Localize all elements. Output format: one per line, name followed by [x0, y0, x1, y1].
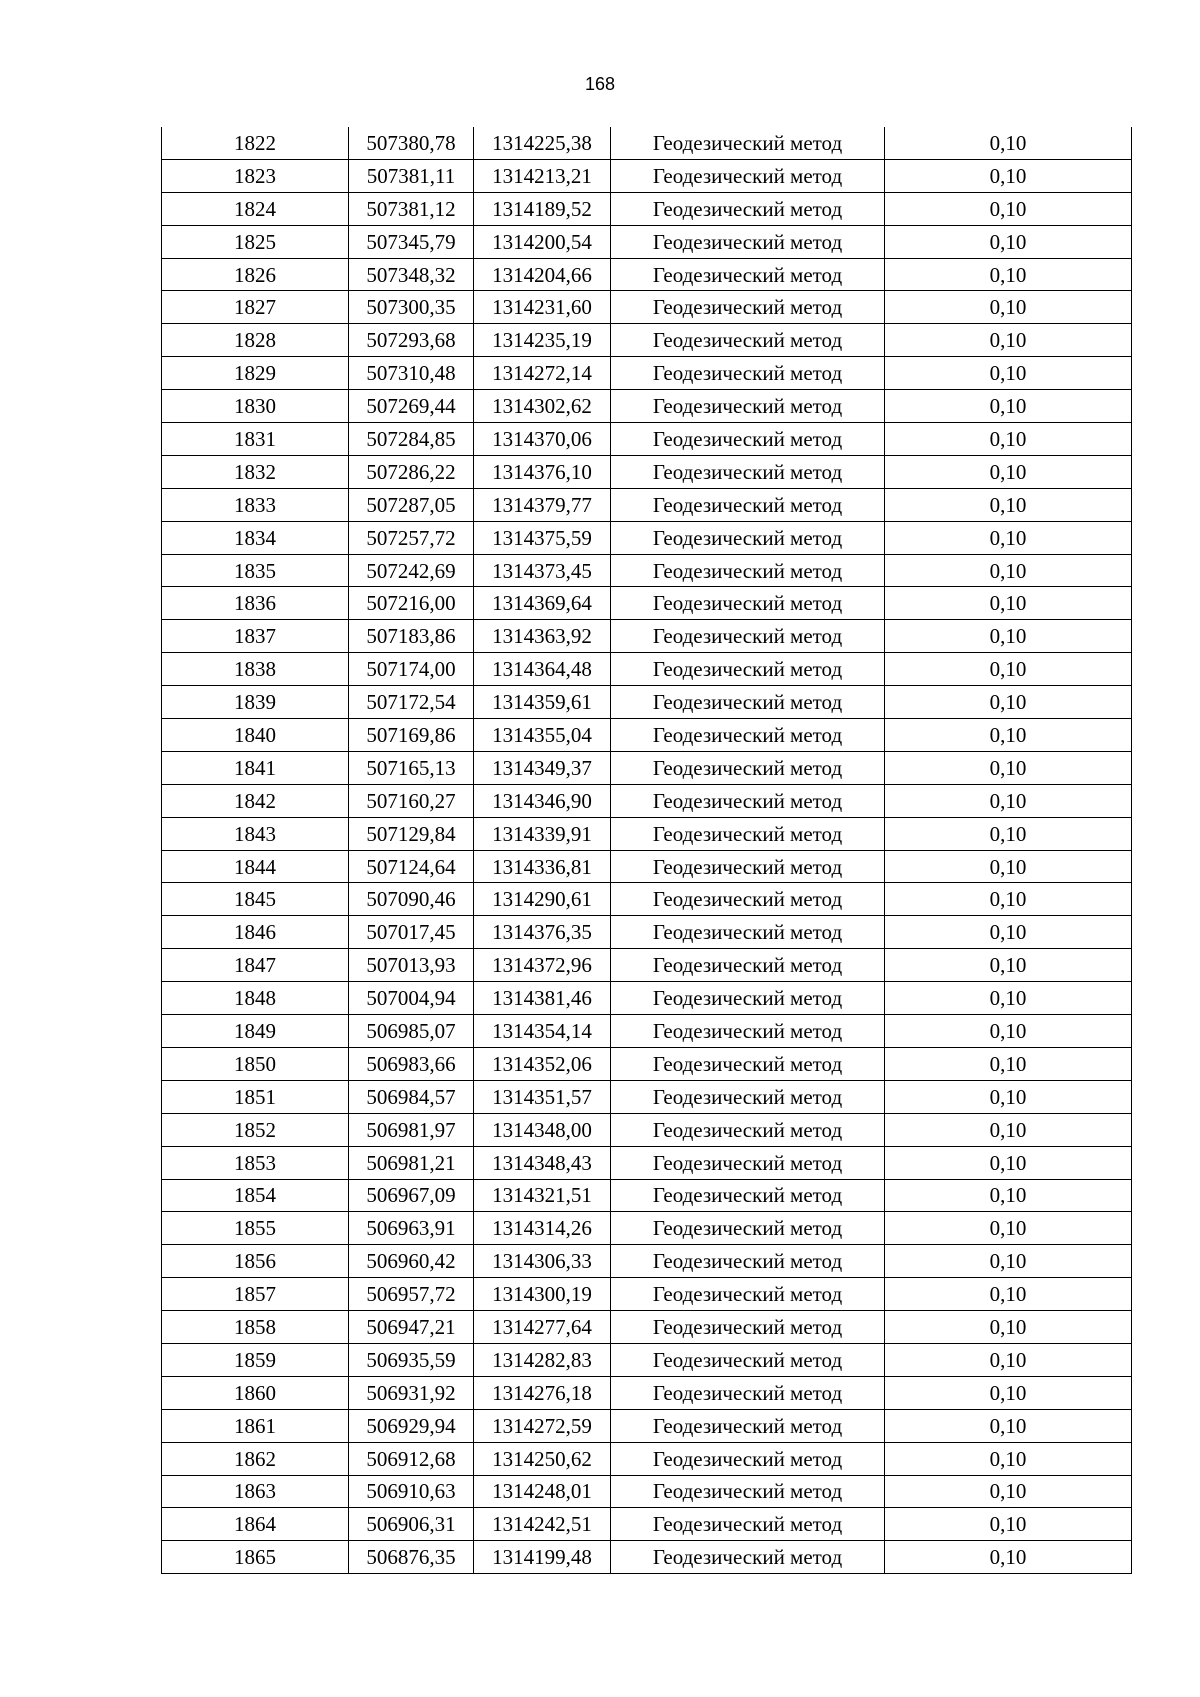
table-row — [162, 521, 1132, 554]
y-coordinate-cell: 1314200,54 — [474, 225, 611, 258]
accuracy-cell: 0,10 — [885, 225, 1132, 258]
method-cell: Геодезический метод — [611, 686, 885, 719]
y-coordinate-cell: 1314348,43 — [474, 1146, 611, 1179]
y-coordinate-cell: 1314272,59 — [474, 1409, 611, 1442]
y-coordinate-cell: 1314277,64 — [474, 1311, 611, 1344]
accuracy-cell: 0,10 — [885, 1113, 1132, 1146]
x-coordinate-cell: 507269,44 — [349, 390, 474, 423]
table-row — [162, 159, 1132, 192]
accuracy-cell: 0,10 — [885, 291, 1132, 324]
point-number-cell: 1846 — [162, 916, 349, 949]
coordinates-table — [161, 127, 1132, 1574]
y-coordinate-cell: 1314306,33 — [474, 1245, 611, 1278]
x-coordinate-cell: 507380,78 — [349, 127, 474, 159]
method-cell: Геодезический метод — [611, 1113, 885, 1146]
method-cell: Геодезический метод — [611, 620, 885, 653]
y-coordinate-cell: 1314346,90 — [474, 784, 611, 817]
table-row — [162, 1376, 1132, 1409]
y-coordinate-cell: 1314250,62 — [474, 1442, 611, 1475]
method-cell: Геодезический метод — [611, 1278, 885, 1311]
y-coordinate-cell: 1314372,96 — [474, 949, 611, 982]
point-number-cell: 1831 — [162, 423, 349, 456]
point-number-cell: 1855 — [162, 1212, 349, 1245]
point-number-cell: 1822 — [162, 127, 349, 159]
table-row — [162, 324, 1132, 357]
point-number-cell: 1835 — [162, 554, 349, 587]
method-cell: Геодезический метод — [611, 554, 885, 587]
table-row — [162, 1015, 1132, 1048]
table-row — [162, 916, 1132, 949]
point-number-cell: 1865 — [162, 1541, 349, 1574]
point-number-cell: 1850 — [162, 1047, 349, 1080]
y-coordinate-cell: 1314213,21 — [474, 159, 611, 192]
y-coordinate-cell: 1314349,37 — [474, 751, 611, 784]
y-coordinate-cell: 1314364,48 — [474, 653, 611, 686]
accuracy-cell: 0,10 — [885, 1343, 1132, 1376]
method-cell: Геодезический метод — [611, 1376, 885, 1409]
method-cell: Геодезический метод — [611, 1245, 885, 1278]
y-coordinate-cell: 1314375,59 — [474, 521, 611, 554]
method-cell: Геодезический метод — [611, 1146, 885, 1179]
table-row — [162, 357, 1132, 390]
y-coordinate-cell: 1314369,64 — [474, 587, 611, 620]
y-coordinate-cell: 1314189,52 — [474, 192, 611, 225]
method-cell: Геодезический метод — [611, 850, 885, 883]
y-coordinate-cell: 1314370,06 — [474, 423, 611, 456]
method-cell: Геодезический метод — [611, 1311, 885, 1344]
y-coordinate-cell: 1314376,10 — [474, 455, 611, 488]
table-row — [162, 1508, 1132, 1541]
y-coordinate-cell: 1314300,19 — [474, 1278, 611, 1311]
x-coordinate-cell: 507300,35 — [349, 291, 474, 324]
table-row — [162, 1113, 1132, 1146]
table-row — [162, 719, 1132, 752]
table-row — [162, 488, 1132, 521]
accuracy-cell: 0,10 — [885, 258, 1132, 291]
table-row — [162, 423, 1132, 456]
point-number-cell: 1853 — [162, 1146, 349, 1179]
x-coordinate-cell: 506935,59 — [349, 1343, 474, 1376]
x-coordinate-cell: 507017,45 — [349, 916, 474, 949]
method-cell: Геодезический метод — [611, 653, 885, 686]
x-coordinate-cell: 507129,84 — [349, 817, 474, 850]
method-cell: Геодезический метод — [611, 521, 885, 554]
x-coordinate-cell: 507172,54 — [349, 686, 474, 719]
accuracy-cell: 0,10 — [885, 916, 1132, 949]
y-coordinate-cell: 1314381,46 — [474, 982, 611, 1015]
x-coordinate-cell: 507293,68 — [349, 324, 474, 357]
accuracy-cell: 0,10 — [885, 324, 1132, 357]
table-row — [162, 1311, 1132, 1344]
y-coordinate-cell: 1314354,14 — [474, 1015, 611, 1048]
x-coordinate-cell: 507013,93 — [349, 949, 474, 982]
point-number-cell: 1864 — [162, 1508, 349, 1541]
y-coordinate-cell: 1314339,91 — [474, 817, 611, 850]
table-row — [162, 554, 1132, 587]
accuracy-cell: 0,10 — [885, 719, 1132, 752]
table-row — [162, 1278, 1132, 1311]
x-coordinate-cell: 506906,31 — [349, 1508, 474, 1541]
y-coordinate-cell: 1314199,48 — [474, 1541, 611, 1574]
method-cell: Геодезический метод — [611, 719, 885, 752]
accuracy-cell: 0,10 — [885, 1047, 1132, 1080]
accuracy-cell: 0,10 — [885, 127, 1132, 159]
accuracy-cell: 0,10 — [885, 1541, 1132, 1574]
x-coordinate-cell: 507169,86 — [349, 719, 474, 752]
table-row — [162, 1409, 1132, 1442]
method-cell: Геодезический метод — [611, 225, 885, 258]
accuracy-cell: 0,10 — [885, 554, 1132, 587]
y-coordinate-cell: 1314302,62 — [474, 390, 611, 423]
point-number-cell: 1825 — [162, 225, 349, 258]
accuracy-cell: 0,10 — [885, 751, 1132, 784]
accuracy-cell: 0,10 — [885, 1376, 1132, 1409]
accuracy-cell: 0,10 — [885, 159, 1132, 192]
accuracy-cell: 0,10 — [885, 1245, 1132, 1278]
x-coordinate-cell: 507090,46 — [349, 883, 474, 916]
x-coordinate-cell: 507345,79 — [349, 225, 474, 258]
point-number-cell: 1823 — [162, 159, 349, 192]
accuracy-cell: 0,10 — [885, 1015, 1132, 1048]
y-coordinate-cell: 1314290,61 — [474, 883, 611, 916]
method-cell: Геодезический метод — [611, 423, 885, 456]
table-row — [162, 1212, 1132, 1245]
y-coordinate-cell: 1314282,83 — [474, 1343, 611, 1376]
point-number-cell: 1840 — [162, 719, 349, 752]
method-cell: Геодезический метод — [611, 916, 885, 949]
x-coordinate-cell: 506929,94 — [349, 1409, 474, 1442]
accuracy-cell: 0,10 — [885, 1212, 1132, 1245]
method-cell: Геодезический метод — [611, 1212, 885, 1245]
table-row — [162, 751, 1132, 784]
table-row — [162, 291, 1132, 324]
point-number-cell: 1824 — [162, 192, 349, 225]
table-row — [162, 982, 1132, 1015]
point-number-cell: 1838 — [162, 653, 349, 686]
accuracy-cell: 0,10 — [885, 1311, 1132, 1344]
method-cell: Геодезический метод — [611, 1080, 885, 1113]
method-cell: Геодезический метод — [611, 357, 885, 390]
x-coordinate-cell: 506967,09 — [349, 1179, 474, 1212]
method-cell: Геодезический метод — [611, 455, 885, 488]
x-coordinate-cell: 507257,72 — [349, 521, 474, 554]
point-number-cell: 1863 — [162, 1475, 349, 1508]
point-number-cell: 1852 — [162, 1113, 349, 1146]
y-coordinate-cell: 1314373,45 — [474, 554, 611, 587]
y-coordinate-cell: 1314351,57 — [474, 1080, 611, 1113]
x-coordinate-cell: 507165,13 — [349, 751, 474, 784]
y-coordinate-cell: 1314231,60 — [474, 291, 611, 324]
table-row — [162, 817, 1132, 850]
y-coordinate-cell: 1314248,01 — [474, 1475, 611, 1508]
y-coordinate-cell: 1314314,26 — [474, 1212, 611, 1245]
method-cell: Геодезический метод — [611, 192, 885, 225]
accuracy-cell: 0,10 — [885, 686, 1132, 719]
x-coordinate-cell: 506963,91 — [349, 1212, 474, 1245]
x-coordinate-cell: 506910,63 — [349, 1475, 474, 1508]
method-cell: Геодезический метод — [611, 1047, 885, 1080]
x-coordinate-cell: 507284,85 — [349, 423, 474, 456]
method-cell: Геодезический метод — [611, 883, 885, 916]
table-row — [162, 949, 1132, 982]
point-number-cell: 1847 — [162, 949, 349, 982]
x-coordinate-cell: 506931,92 — [349, 1376, 474, 1409]
method-cell: Геодезический метод — [611, 1015, 885, 1048]
point-number-cell: 1834 — [162, 521, 349, 554]
point-number-cell: 1848 — [162, 982, 349, 1015]
accuracy-cell: 0,10 — [885, 1179, 1132, 1212]
table-row — [162, 620, 1132, 653]
y-coordinate-cell: 1314321,51 — [474, 1179, 611, 1212]
x-coordinate-cell: 506984,57 — [349, 1080, 474, 1113]
table-row — [162, 1080, 1132, 1113]
x-coordinate-cell: 507287,05 — [349, 488, 474, 521]
y-coordinate-cell: 1314359,61 — [474, 686, 611, 719]
point-number-cell: 1854 — [162, 1179, 349, 1212]
point-number-cell: 1862 — [162, 1442, 349, 1475]
y-coordinate-cell: 1314204,66 — [474, 258, 611, 291]
method-cell: Геодезический метод — [611, 258, 885, 291]
method-cell: Геодезический метод — [611, 488, 885, 521]
accuracy-cell: 0,10 — [885, 1146, 1132, 1179]
method-cell: Геодезический метод — [611, 1541, 885, 1574]
point-number-cell: 1857 — [162, 1278, 349, 1311]
y-coordinate-cell: 1314355,04 — [474, 719, 611, 752]
method-cell: Геодезический метод — [611, 982, 885, 1015]
method-cell: Геодезический метод — [611, 1409, 885, 1442]
method-cell: Геодезический метод — [611, 1475, 885, 1508]
accuracy-cell: 0,10 — [885, 653, 1132, 686]
method-cell: Геодезический метод — [611, 949, 885, 982]
point-number-cell: 1859 — [162, 1343, 349, 1376]
x-coordinate-cell: 506983,66 — [349, 1047, 474, 1080]
accuracy-cell: 0,10 — [885, 423, 1132, 456]
accuracy-cell: 0,10 — [885, 488, 1132, 521]
point-number-cell: 1837 — [162, 620, 349, 653]
accuracy-cell: 0,10 — [885, 1409, 1132, 1442]
x-coordinate-cell: 506981,21 — [349, 1146, 474, 1179]
table-row — [162, 784, 1132, 817]
method-cell: Геодезический метод — [611, 324, 885, 357]
x-coordinate-cell: 506960,42 — [349, 1245, 474, 1278]
x-coordinate-cell: 506985,07 — [349, 1015, 474, 1048]
x-coordinate-cell: 507242,69 — [349, 554, 474, 587]
y-coordinate-cell: 1314348,00 — [474, 1113, 611, 1146]
x-coordinate-cell: 507183,86 — [349, 620, 474, 653]
accuracy-cell: 0,10 — [885, 982, 1132, 1015]
x-coordinate-cell: 507348,32 — [349, 258, 474, 291]
accuracy-cell: 0,10 — [885, 784, 1132, 817]
method-cell: Геодезический метод — [611, 1442, 885, 1475]
y-coordinate-cell: 1314242,51 — [474, 1508, 611, 1541]
y-coordinate-cell: 1314276,18 — [474, 1376, 611, 1409]
y-coordinate-cell: 1314235,19 — [474, 324, 611, 357]
accuracy-cell: 0,10 — [885, 390, 1132, 423]
accuracy-cell: 0,10 — [885, 949, 1132, 982]
point-number-cell: 1858 — [162, 1311, 349, 1344]
coordinates-table-body — [162, 127, 1132, 1574]
x-coordinate-cell: 507124,64 — [349, 850, 474, 883]
point-number-cell: 1856 — [162, 1245, 349, 1278]
x-coordinate-cell: 506947,21 — [349, 1311, 474, 1344]
table-row — [162, 390, 1132, 423]
y-coordinate-cell: 1314336,81 — [474, 850, 611, 883]
y-coordinate-cell: 1314363,92 — [474, 620, 611, 653]
accuracy-cell: 0,10 — [885, 521, 1132, 554]
y-coordinate-cell: 1314272,14 — [474, 357, 611, 390]
table-row — [162, 1442, 1132, 1475]
table-row — [162, 127, 1132, 159]
method-cell: Геодезический метод — [611, 159, 885, 192]
accuracy-cell: 0,10 — [885, 192, 1132, 225]
table-row — [162, 455, 1132, 488]
accuracy-cell: 0,10 — [885, 1442, 1132, 1475]
point-number-cell: 1827 — [162, 291, 349, 324]
table-row — [162, 1343, 1132, 1376]
table-row — [162, 1179, 1132, 1212]
x-coordinate-cell: 507310,48 — [349, 357, 474, 390]
x-coordinate-cell: 507381,12 — [349, 192, 474, 225]
point-number-cell: 1839 — [162, 686, 349, 719]
point-number-cell: 1844 — [162, 850, 349, 883]
accuracy-cell: 0,10 — [885, 620, 1132, 653]
point-number-cell: 1841 — [162, 751, 349, 784]
table-row — [162, 1245, 1132, 1278]
accuracy-cell: 0,10 — [885, 883, 1132, 916]
x-coordinate-cell: 507381,11 — [349, 159, 474, 192]
x-coordinate-cell: 506912,68 — [349, 1442, 474, 1475]
accuracy-cell: 0,10 — [885, 817, 1132, 850]
table-row — [162, 258, 1132, 291]
point-number-cell: 1860 — [162, 1376, 349, 1409]
y-coordinate-cell: 1314352,06 — [474, 1047, 611, 1080]
table-row — [162, 192, 1132, 225]
table-row — [162, 1541, 1132, 1574]
point-number-cell: 1842 — [162, 784, 349, 817]
table-row — [162, 653, 1132, 686]
table-row — [162, 850, 1132, 883]
table-row — [162, 225, 1132, 258]
method-cell: Геодезический метод — [611, 291, 885, 324]
method-cell: Геодезический метод — [611, 1343, 885, 1376]
x-coordinate-cell: 507216,00 — [349, 587, 474, 620]
x-coordinate-cell: 507286,22 — [349, 455, 474, 488]
method-cell: Геодезический метод — [611, 751, 885, 784]
accuracy-cell: 0,10 — [885, 1278, 1132, 1311]
point-number-cell: 1843 — [162, 817, 349, 850]
table-row — [162, 587, 1132, 620]
accuracy-cell: 0,10 — [885, 587, 1132, 620]
point-number-cell: 1829 — [162, 357, 349, 390]
method-cell: Геодезический метод — [611, 817, 885, 850]
accuracy-cell: 0,10 — [885, 1080, 1132, 1113]
point-number-cell: 1833 — [162, 488, 349, 521]
point-number-cell: 1832 — [162, 455, 349, 488]
accuracy-cell: 0,10 — [885, 1475, 1132, 1508]
method-cell: Геодезический метод — [611, 784, 885, 817]
point-number-cell: 1849 — [162, 1015, 349, 1048]
x-coordinate-cell: 507174,00 — [349, 653, 474, 686]
table-row — [162, 1047, 1132, 1080]
point-number-cell: 1828 — [162, 324, 349, 357]
accuracy-cell: 0,10 — [885, 357, 1132, 390]
point-number-cell: 1826 — [162, 258, 349, 291]
table-row — [162, 1475, 1132, 1508]
method-cell: Геодезический метод — [611, 1508, 885, 1541]
method-cell: Геодезический метод — [611, 127, 885, 159]
page-number: 168 — [584, 74, 616, 94]
x-coordinate-cell: 507004,94 — [349, 982, 474, 1015]
x-coordinate-cell: 506876,35 — [349, 1541, 474, 1574]
method-cell: Геодезический метод — [611, 390, 885, 423]
method-cell: Геодезический метод — [611, 1179, 885, 1212]
accuracy-cell: 0,10 — [885, 850, 1132, 883]
table-row — [162, 686, 1132, 719]
y-coordinate-cell: 1314379,77 — [474, 488, 611, 521]
point-number-cell: 1830 — [162, 390, 349, 423]
point-number-cell: 1861 — [162, 1409, 349, 1442]
y-coordinate-cell: 1314225,38 — [474, 127, 611, 159]
point-number-cell: 1836 — [162, 587, 349, 620]
accuracy-cell: 0,10 — [885, 455, 1132, 488]
y-coordinate-cell: 1314376,35 — [474, 916, 611, 949]
table-row — [162, 1146, 1132, 1179]
point-number-cell: 1851 — [162, 1080, 349, 1113]
x-coordinate-cell: 506957,72 — [349, 1278, 474, 1311]
x-coordinate-cell: 507160,27 — [349, 784, 474, 817]
table-row — [162, 883, 1132, 916]
method-cell: Геодезический метод — [611, 587, 885, 620]
point-number-cell: 1845 — [162, 883, 349, 916]
accuracy-cell: 0,10 — [885, 1508, 1132, 1541]
x-coordinate-cell: 506981,97 — [349, 1113, 474, 1146]
